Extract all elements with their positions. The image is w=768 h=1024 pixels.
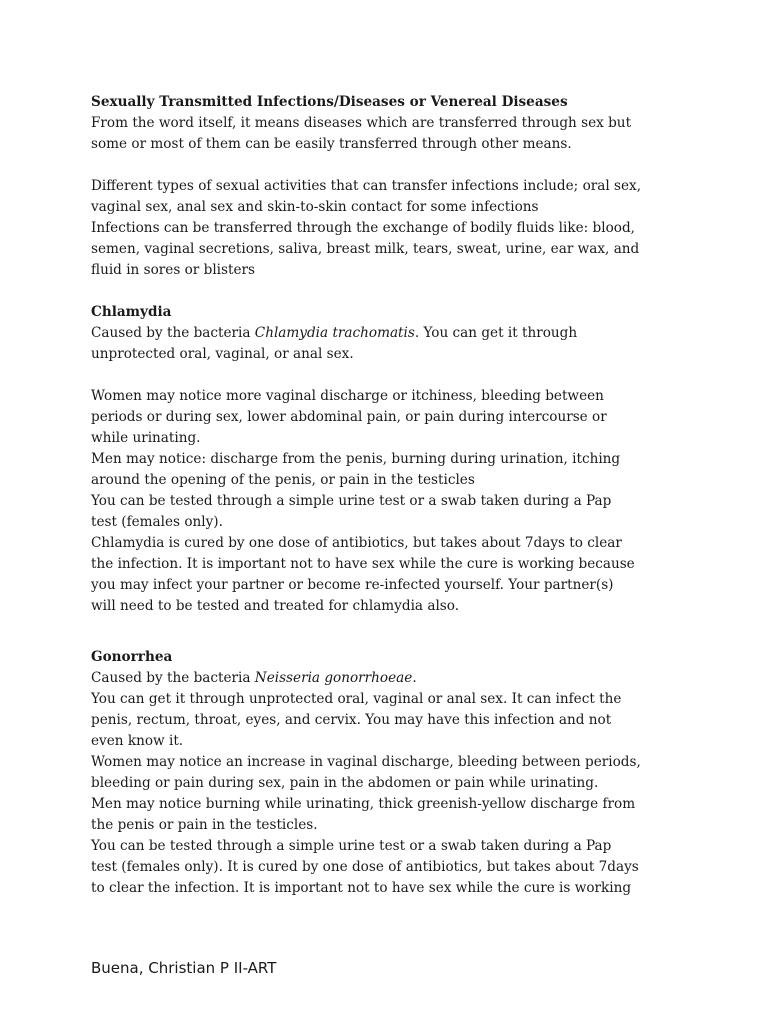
gonorrhea-body-line: penis, rectum, throat, eyes, and cervix. You may have this infection and not bbox=[91, 712, 612, 728]
gonorrhea-body-line: You can be tested through a simple urine test or a swab taken during a Pap bbox=[91, 838, 612, 854]
intro2-line: Different types of sexual activities that can transfer infections include; oral sex, bbox=[91, 178, 642, 194]
cause-prefix: Caused by the bacteria bbox=[91, 325, 255, 341]
document-title: Sexually Transmitted Infections/Diseases or Venereal Diseases bbox=[91, 94, 568, 110]
intro2-line: Infections can be transferred through the exchange of bodily fluids like: blood, bbox=[91, 220, 635, 236]
cause-prefix: Caused by the bacteria bbox=[91, 670, 255, 686]
chlamydia-heading: Chlamydia bbox=[91, 304, 172, 320]
chlamydia-body-line: Men may notice: discharge from the penis, burning during urination, itching bbox=[91, 451, 621, 467]
chlamydia-body-line: Women may notice more vaginal discharge or itchiness, bleeding between bbox=[91, 388, 604, 404]
cause-suffix: . bbox=[412, 670, 417, 686]
gonorrhea-body-line: the penis or pain in the testicles. bbox=[91, 817, 318, 833]
gonorrhea-body-line: test (females only). It is cured by one dose of antibiotics, but takes about 7days bbox=[91, 859, 639, 875]
intro2-line: semen, vaginal secretions, saliva, breast milk, tears, sweat, urine, ear wax, and bbox=[91, 241, 640, 257]
gonorrhea-body-line: Women may notice an increase in vaginal discharge, bleeding between periods, bbox=[91, 754, 641, 770]
intro2-line: fluid in sores or blisters bbox=[91, 262, 255, 278]
document-page bbox=[91, 92, 691, 899]
chlamydia-body-line: You can be tested through a simple urine test or a swab taken during a Pap bbox=[91, 493, 612, 509]
chlamydia-body-line: periods or during sex, lower abdominal pain, or pain during intercourse or bbox=[91, 409, 607, 425]
chlamydia-body-line: will need to be tested and treated for chlamydia also. bbox=[91, 598, 460, 614]
intro-line: From the word itself, it means diseases which are transferred through sex but bbox=[91, 115, 632, 131]
gonorrhea-cause-line bbox=[91, 668, 691, 689]
intro-line: some or most of them can be easily transferred through other means. bbox=[91, 136, 572, 152]
paragraph-gap bbox=[91, 281, 691, 302]
chlamydia-cause-line2: unprotected oral, vaginal, or anal sex. bbox=[91, 346, 354, 362]
chlamydia-cause-line bbox=[91, 323, 691, 344]
cause-suffix: . You can get it through bbox=[414, 325, 578, 341]
organism-name: Neisseria gonorrhoeae bbox=[254, 670, 413, 686]
chlamydia-body-line: test (females only). bbox=[91, 514, 223, 530]
gonorrhea-body-line: even know it. bbox=[91, 733, 184, 749]
gonorrhea-heading: Gonorrhea bbox=[91, 649, 173, 665]
intro2-line: vaginal sex, anal sex and skin-to-skin contact for some infections bbox=[91, 199, 539, 215]
organism-name: Chlamydia trachomatis bbox=[254, 325, 415, 341]
chlamydia-body-line: Chlamydia is cured by one dose of antibiotics, but takes about 7days to clear bbox=[91, 535, 622, 551]
paragraph-gap bbox=[91, 365, 691, 386]
section-gap bbox=[91, 617, 691, 647]
page-footer-author: Buena, Christian P II-ART bbox=[91, 959, 277, 977]
gonorrhea-body-line: You can get it through unprotected oral, vaginal or anal sex. It can infect the bbox=[91, 691, 622, 707]
chlamydia-body-line: you may infect your partner or become re-infected yourself. Your partner(s) bbox=[91, 577, 614, 593]
gonorrhea-body-line: bleeding or pain during sex, pain in the abdomen or pain while urinating. bbox=[91, 775, 599, 791]
chlamydia-body-line: around the opening of the penis, or pain in the testicles bbox=[91, 472, 475, 488]
chlamydia-body-line: while urinating. bbox=[91, 430, 201, 446]
gonorrhea-body-line: Men may notice burning while urinating, thick greenish-yellow discharge from bbox=[91, 796, 636, 812]
paragraph-gap bbox=[91, 155, 691, 176]
gonorrhea-body-line: to clear the infection. It is important not to have sex while the cure is working bbox=[91, 880, 632, 896]
chlamydia-body-line: the infection. It is important not to have sex while the cure is working because bbox=[91, 556, 635, 572]
